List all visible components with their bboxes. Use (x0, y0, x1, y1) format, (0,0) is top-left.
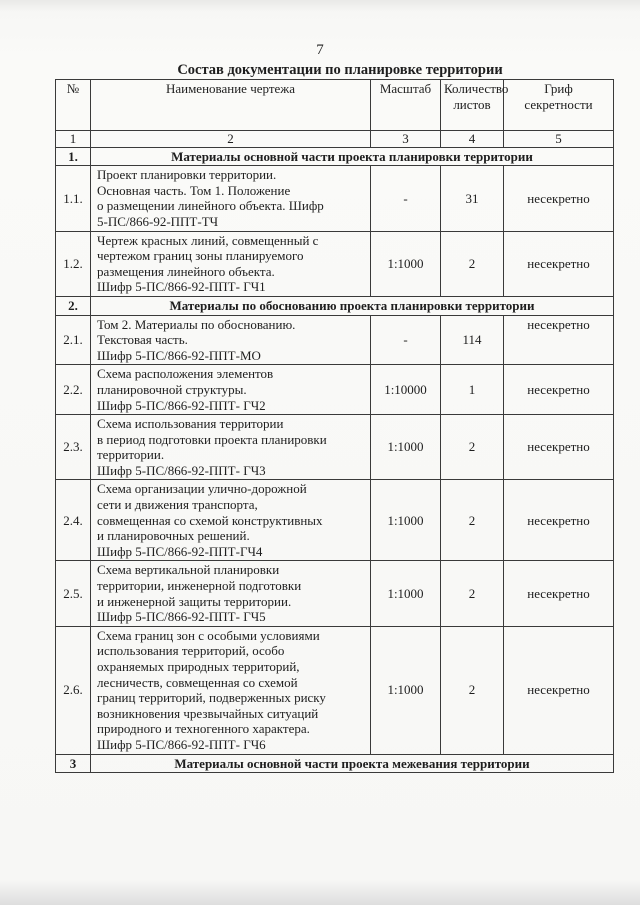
item-name: Схема организации улично-дорожной сети и движения транспорта, совмещенная со схемой конструктивных и планировочных решений. Шифр 5-ПС/866-92-ППТ-ГЧ4 (91, 480, 371, 561)
section-title: Материалы основной части проекта межевания территории (91, 754, 614, 773)
documentation-table (55, 79, 614, 773)
section-row (56, 296, 614, 315)
item-name: Том 2. Материалы по обоснованию. Текстовая часть. Шифр 5-ПС/866-92-ППТ-МО (91, 315, 371, 365)
section-row (56, 147, 614, 166)
item-number: 2.1. (56, 315, 91, 365)
item-name: Схема вертикальной планировки территории, инженерной подготовки и инженерной защиты территории. Шифр 5-ПС/866-92-ППТ- ГЧ5 (91, 561, 371, 626)
document-title: Состав документации по планировке территории (177, 62, 503, 78)
table-row (56, 315, 614, 365)
column-number: 4 (441, 131, 504, 148)
item-secrecy: несекретно (504, 561, 614, 626)
item-number: 2.2. (56, 365, 91, 415)
item-scale: - (371, 315, 441, 365)
section-number: 3 (56, 754, 91, 773)
item-scale: 1:1000 (371, 415, 441, 480)
item-secrecy: несекретно (504, 480, 614, 561)
item-sheets: 2 (441, 480, 504, 561)
item-name: Схема границ зон с особыми условиями использования территорий, особо охраняемых природных территорий, лесничеств, совмещенная со схемой границ территорий, подверженных риску возникновения чрезвычайных ситуаций природного и техногенного характера. Шифр 5-ПС/866-92-ППТ- ГЧ6 (91, 626, 371, 754)
item-scale: 1:1000 (371, 480, 441, 561)
column-number: 2 (91, 131, 371, 148)
item-name: Схема использования территории в период подготовки проекта планировки территории. Шифр 5-ПС/866-92-ППТ- ГЧ3 (91, 415, 371, 480)
item-scale: 1:1000 (371, 231, 441, 296)
item-name: Проект планировки территории. Основная часть. Том 1. Положение о размещении линейного объекта. Шифр 5-ПС/866-92-ППТ-ТЧ (91, 166, 371, 231)
item-number: 1.2. (56, 231, 91, 296)
item-sheets: 2 (441, 626, 504, 754)
item-scale: 1:1000 (371, 626, 441, 754)
item-sheets: 2 (441, 231, 504, 296)
page-number: 7 (316, 42, 324, 58)
item-secrecy: несекретно (504, 231, 614, 296)
header-scale: Масштаб (371, 80, 441, 131)
item-scale: 1:10000 (371, 365, 441, 415)
item-sheets: 114 (441, 315, 504, 365)
item-name: Чертеж красных линий, совмещенный с чертежом границ зоны планируемого размещения линейного объекта. Шифр 5-ПС/866-92-ППТ- ГЧ1 (91, 231, 371, 296)
table-row (56, 231, 614, 296)
section-row (56, 754, 614, 773)
table-row (56, 561, 614, 626)
item-secrecy: несекретно (504, 166, 614, 231)
item-name: Схема расположения элементов планировочной структуры. Шифр 5-ПС/866-92-ППТ- ГЧ2 (91, 365, 371, 415)
item-scale: - (371, 166, 441, 231)
item-sheets: 1 (441, 365, 504, 415)
table-row (56, 626, 614, 754)
item-sheets: 31 (441, 166, 504, 231)
item-secrecy: несекретно (504, 315, 614, 365)
item-number: 2.4. (56, 480, 91, 561)
table-row (56, 166, 614, 231)
column-number: 5 (504, 131, 614, 148)
table-header-row (56, 80, 614, 131)
section-title: Материалы основной части проекта планировки территории (91, 147, 614, 166)
item-secrecy: несекретно (504, 365, 614, 415)
column-number: 1 (56, 131, 91, 148)
item-number: 2.6. (56, 626, 91, 754)
item-secrecy: несекретно (504, 626, 614, 754)
header-name: Наименование чертежа (91, 80, 371, 131)
item-sheets: 2 (441, 415, 504, 480)
section-title: Материалы по обоснованию проекта планировки территории (91, 296, 614, 315)
table-row (56, 480, 614, 561)
table-row (56, 365, 614, 415)
table-row (56, 415, 614, 480)
column-number: 3 (371, 131, 441, 148)
section-number: 1. (56, 147, 91, 166)
header-sheets: Количество листов (441, 80, 504, 131)
item-number: 2.3. (56, 415, 91, 480)
section-number: 2. (56, 296, 91, 315)
item-sheets: 2 (441, 561, 504, 626)
header-num: № (56, 80, 91, 131)
item-secrecy: несекретно (504, 415, 614, 480)
header-secrecy: Гриф секретности (504, 80, 614, 131)
column-number-row (56, 131, 614, 148)
item-number: 1.1. (56, 166, 91, 231)
item-scale: 1:1000 (371, 561, 441, 626)
item-number: 2.5. (56, 561, 91, 626)
